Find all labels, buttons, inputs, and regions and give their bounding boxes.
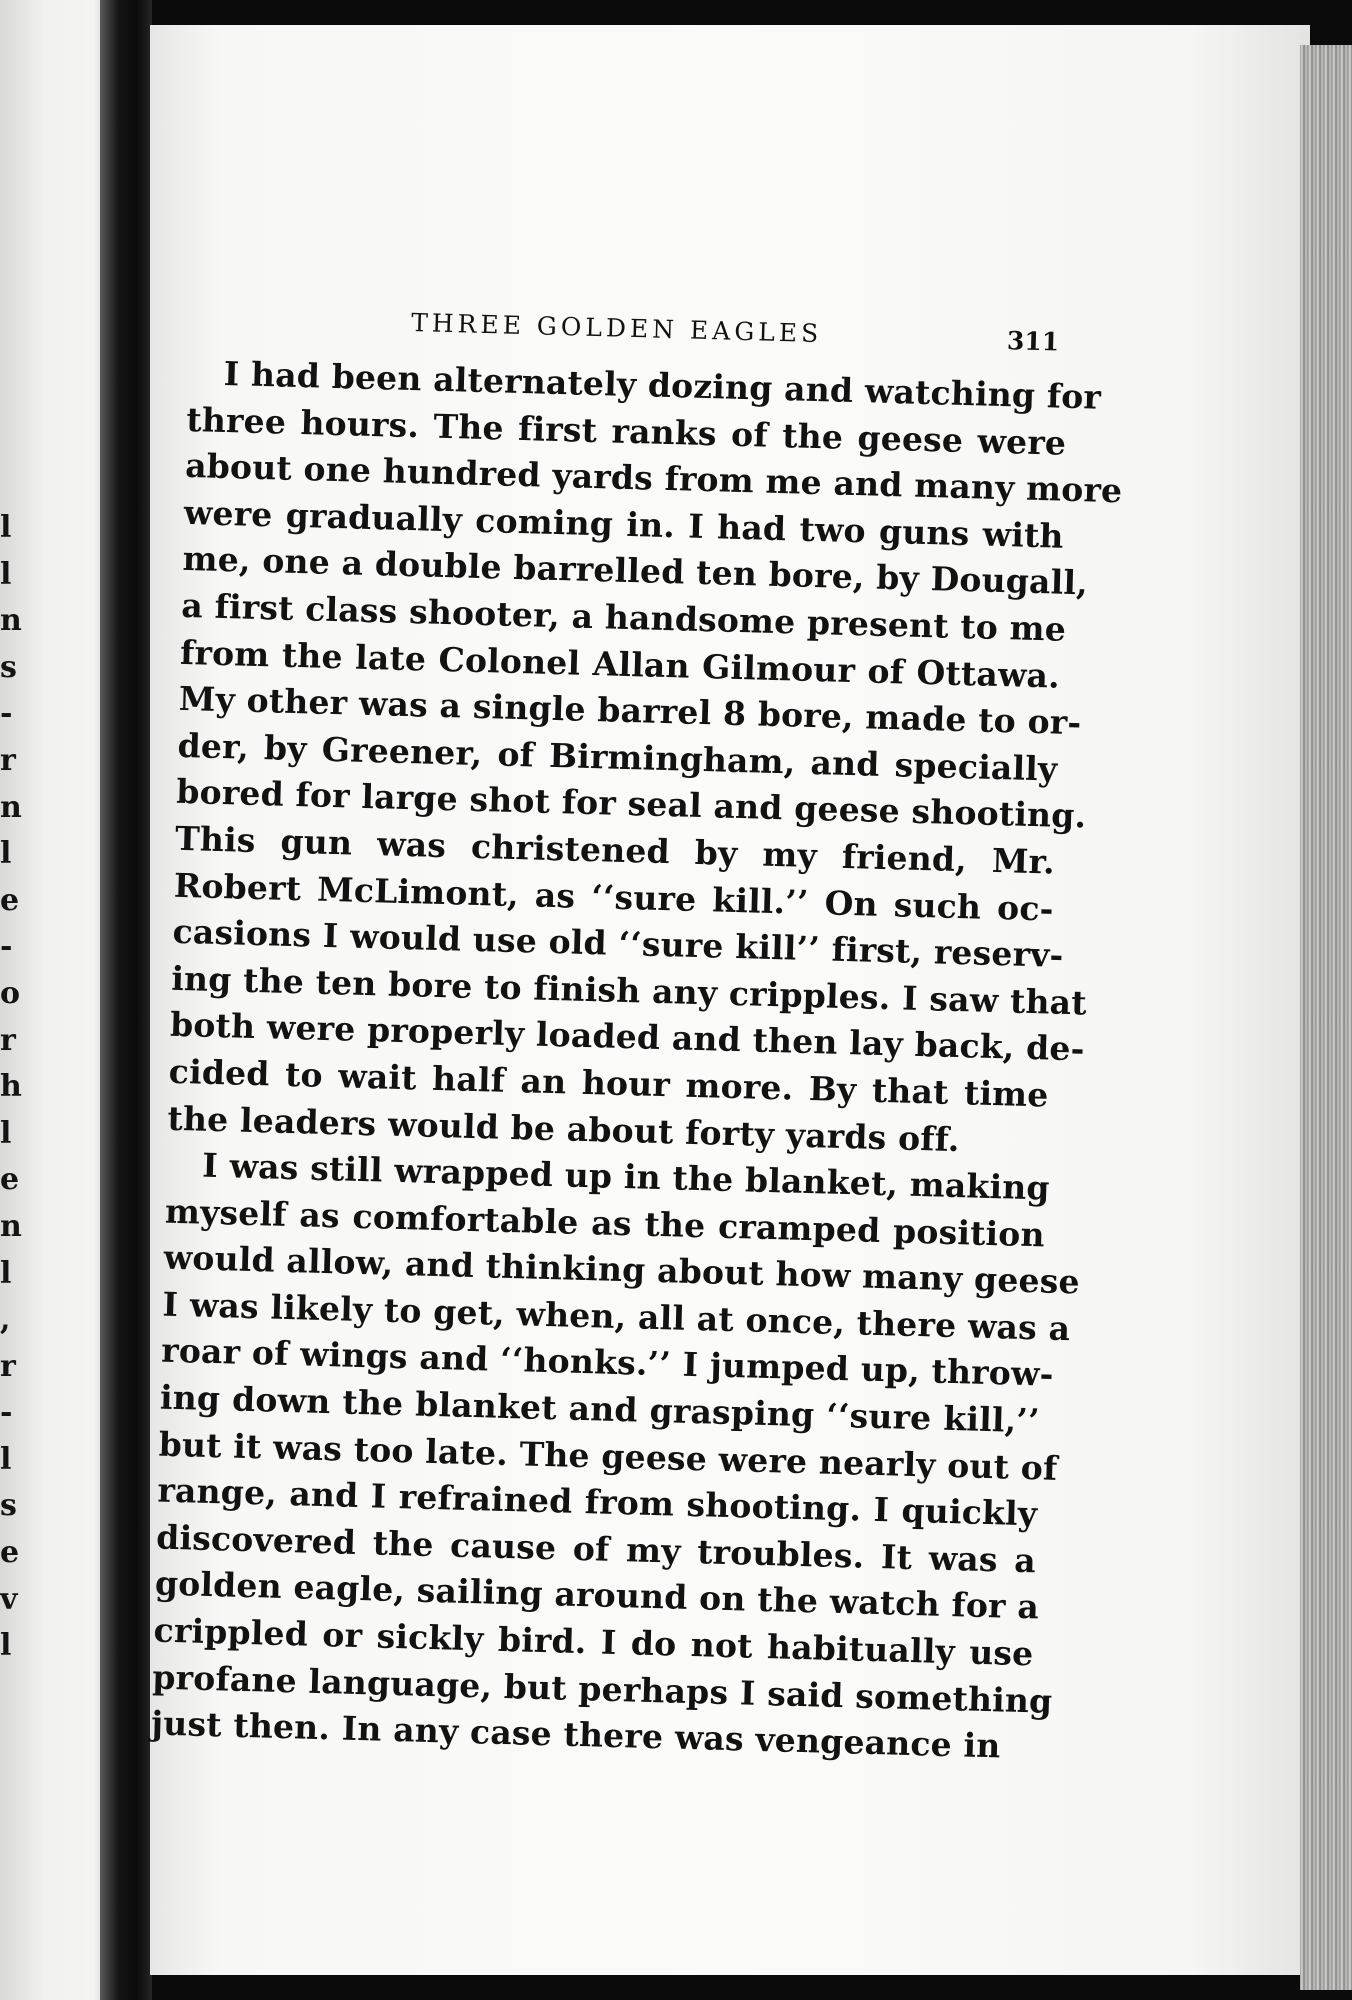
text-line: cided to wait half an hour more. By that time xyxy=(168,1051,1050,1115)
text-line: casions I would use old ‘‘sure kill’’ first, reserv- xyxy=(172,911,1065,975)
facing-page-letter: l xyxy=(0,1441,12,1477)
text-line: profane language, but perhaps I said something xyxy=(151,1657,1053,1721)
facing-page-letter: r xyxy=(0,742,16,778)
text-line: but it was too late. The geese were nearly out of xyxy=(158,1424,1058,1488)
text-line: roar of wings and ‘‘honks.’’ I jumped up, throw- xyxy=(160,1331,1055,1395)
facing-page-letter: , xyxy=(0,1302,11,1338)
body-text xyxy=(150,350,1123,1771)
text-line: me, one a double barrelled ten bore, by Dougall, xyxy=(182,539,1089,603)
facing-page-letter: l xyxy=(0,556,12,592)
paragraph xyxy=(167,350,1123,1166)
text-line: crippled or sickly bird. I do not habitually use xyxy=(153,1610,1034,1674)
text-line: just then. In any case there was vengeance in xyxy=(150,1703,1002,1766)
book-gutter xyxy=(100,0,152,2000)
facing-page-letter: l xyxy=(0,1255,12,1291)
text-line: range, and I refrained from shooting. I quickly xyxy=(156,1470,1038,1534)
text-line: My other was a single barrel 8 bore, made to or- xyxy=(178,679,1082,743)
text-line: from the late Colonel Allan Gilmour of Ottawa. xyxy=(179,632,1061,696)
text-line: discovered the cause of my troubles. It was a xyxy=(155,1517,1037,1581)
text-line: golden eagle, sailing around on the watch for a xyxy=(154,1563,1040,1627)
text-line: were gradually coming in. I had two guns with xyxy=(183,492,1065,556)
facing-page xyxy=(0,0,110,2000)
page-text-block xyxy=(150,290,1123,1771)
text-line: the leaders would be about forty yards off. xyxy=(167,1098,961,1159)
facing-page-letter: l xyxy=(0,1628,12,1664)
text-line: ing down the blanket and grasping ‘‘sure kill,’’ xyxy=(159,1377,1041,1441)
text-line: Robert McLimont, as ‘‘sure kill.’’ On such oc- xyxy=(173,865,1055,929)
facing-page-letter: l xyxy=(0,1115,12,1151)
text-line: I had been alternately dozing and watching for xyxy=(223,353,1102,417)
text-line: would allow, and thinking about how many geese xyxy=(163,1237,1081,1302)
facing-page-letter: - xyxy=(0,1395,13,1431)
text-line: three hours. The first ranks of the geese were xyxy=(185,399,1067,463)
facing-page-letter: e xyxy=(0,1162,20,1198)
text-line: I was still wrapped up in the blanket, making xyxy=(201,1145,1051,1208)
page-edges xyxy=(1300,45,1352,1990)
facing-page-letter: e xyxy=(0,882,20,918)
text-line: about one hundred yards from me and many more xyxy=(184,446,1123,511)
text-line: I was likely to get, when, all at once, there was a xyxy=(162,1284,1071,1349)
text-line: both were properly loaded and then lay back, de- xyxy=(169,1005,1086,1069)
facing-page-letter: r xyxy=(0,1022,16,1058)
facing-page-letter: s xyxy=(0,1488,17,1524)
facing-page-letter: r xyxy=(0,1348,16,1384)
facing-page-letter: - xyxy=(0,696,13,732)
facing-page-letter: e xyxy=(0,1535,20,1571)
running-title: THREE GOLDEN EAGLES xyxy=(410,308,823,349)
facing-page-line-endings xyxy=(0,505,24,1670)
facing-page-letter: n xyxy=(0,603,22,639)
facing-page-letter: - xyxy=(0,929,13,965)
text-line: der, by Greener, of Birmingham, and specially xyxy=(177,725,1058,789)
text-line: ing the ten bore to finish any cripples. I saw that xyxy=(170,958,1088,1023)
facing-page-letter: n xyxy=(0,1208,22,1244)
facing-page-letter: l xyxy=(0,836,12,872)
paragraph xyxy=(150,1142,1081,1771)
facing-page-letter: h xyxy=(0,1069,22,1105)
facing-page-letter: l xyxy=(0,510,12,545)
text-line: myself as comfortable as the cramped position xyxy=(164,1191,1046,1255)
text-line: a first class shooter, a handsome present to me xyxy=(180,585,1067,649)
page-number: 311 xyxy=(1006,326,1060,357)
facing-page-letter: o xyxy=(0,975,21,1011)
text-line: This gun was christened by my friend, Mr. xyxy=(174,818,1056,882)
facing-page-letter: n xyxy=(0,789,22,825)
facing-page-letter: s xyxy=(0,649,17,685)
facing-page-letter: v xyxy=(0,1581,18,1617)
text-line: bored for large shot for seal and geese shooting. xyxy=(175,772,1087,836)
